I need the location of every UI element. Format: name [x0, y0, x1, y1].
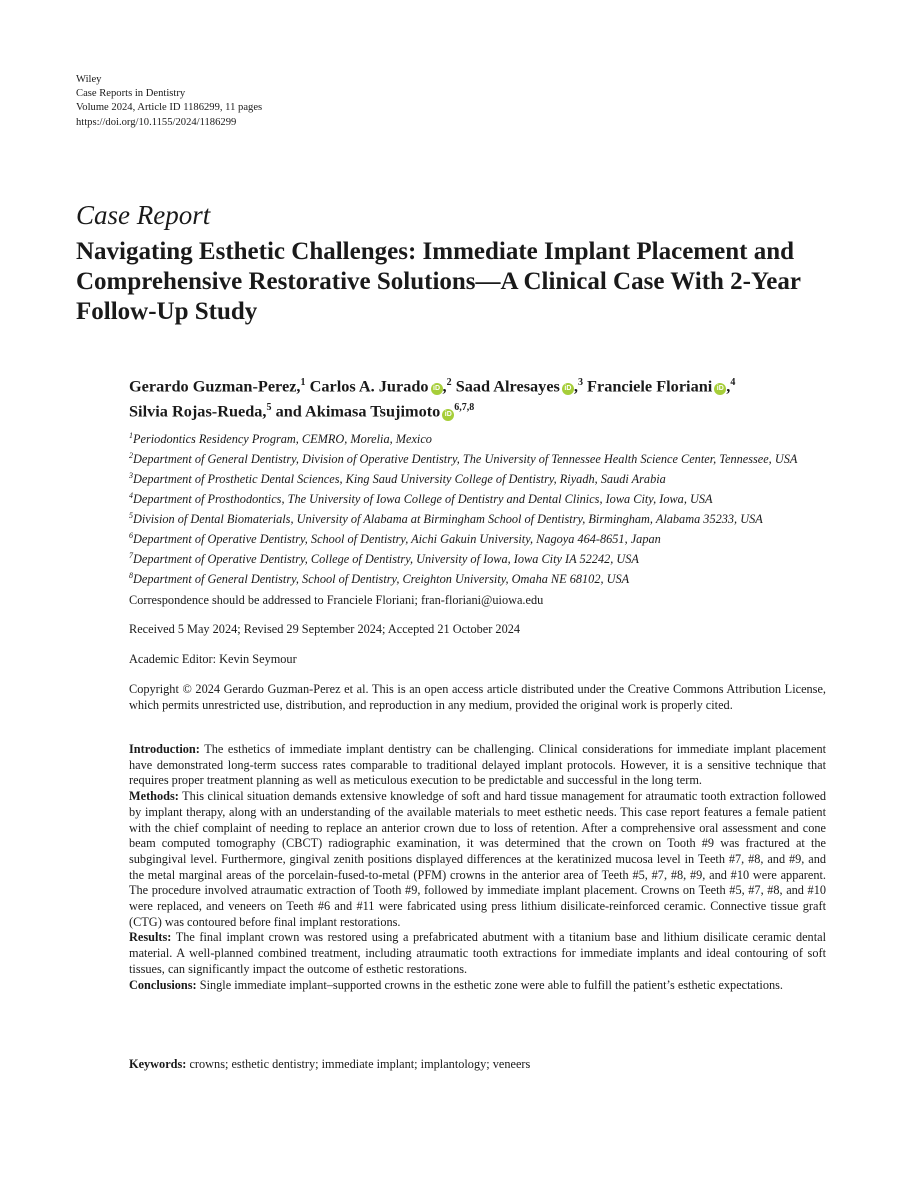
affiliation-number: 6	[129, 531, 133, 540]
volume-info: Volume 2024, Article ID 1186299, 11 pages	[76, 102, 263, 114]
affiliation-text: Department of Operative Dentistry, College of Dentistry, University of Iowa, Iowa City IA 52242, USA	[133, 552, 639, 567]
author-affiliation-ref: 4	[730, 377, 736, 388]
affiliation-item	[129, 488, 829, 508]
abstract-results	[129, 930, 826, 977]
author-affiliation-ref: 5	[266, 402, 272, 414]
journal-header	[76, 73, 262, 130]
author-affiliation-ref: 3	[577, 377, 583, 388]
orcid-icon[interactable]: iD	[562, 383, 574, 395]
section-label: Conclusions:	[129, 977, 197, 992]
academic-editor: Academic Editor: Kevin Seymour	[129, 652, 297, 666]
doi-link[interactable]: https://doi.org/10.1155/2024/1186299	[76, 116, 237, 128]
affiliation-item	[129, 508, 829, 528]
keywords	[129, 1057, 530, 1072]
section-text: The final implant crown was restored using a prefabricated abutment with a titanium base and lithium disilicate ceramic dental material. A well-planned combined treatment, including atraumatic tooth extractions for immediate implants and ideal contouring of soft tissues, can significantly impact the outcome of esthetic restorations.	[129, 930, 826, 976]
publisher-name: Wiley	[76, 74, 102, 85]
affiliation-number: 3	[129, 471, 133, 480]
author-name: Franciele Floriani	[587, 376, 713, 396]
author-name: and Akimasa Tsujimoto	[275, 401, 441, 421]
affiliation-text: Department of General Dentistry, Division of Operative Dentistry, The University of Tennessee Health Science Center, Tennessee, USA	[133, 452, 798, 467]
section-text: The esthetics of immediate implant dentistry can be challenging. Clinical considerations for immediate implant placement have demonstrated long-term success rates comparable to traditional delayed implant protocols. However, it is a sensitive technique that requires proper treatment planning as well as meticulous execution to be predictable and successful in the long term.	[129, 742, 827, 788]
orcid-icon[interactable]: iD	[431, 383, 443, 395]
affiliation-item	[129, 428, 829, 448]
affiliation-text: Division of Dental Biomaterials, University of Alabama at Birmingham School of Dentistry, Birmingham, Alabama 35233, USA	[133, 512, 763, 527]
keywords-label: Keywords:	[129, 1057, 187, 1071]
author-name: Carlos A. Jurado	[309, 376, 429, 396]
affiliation-number: 1	[129, 431, 133, 440]
author-affiliation-ref: 1	[300, 377, 306, 388]
section-label: Results:	[129, 930, 172, 945]
affiliation-item	[129, 448, 829, 468]
abstract-methods	[129, 789, 826, 930]
section-label: Methods:	[129, 789, 179, 804]
author-list: Gerardo Guzman-Perez,$^1$ Carlos A. Jurado iD ,$^2$ Saad Alresayes iD ,$^3$ Franciele Floriani iD ,$^4$ Silvia Rojas-Rueda,$^5$ and Akimasa Tsujimoto iD$^{6,7,8}$	[129, 376, 736, 421]
affiliation-number: 8	[129, 571, 133, 580]
affiliation-text: Department of Prosthodontics, The University of Iowa College of Dentistry and Dental Clinics, Iowa City, Iowa, USA	[133, 492, 713, 507]
affiliation-item	[129, 568, 829, 588]
abstract-conclusions	[129, 978, 826, 994]
article-title: Navigating Esthetic Challenges: Immediate Implant Placement and Comprehensive Restorative Solutions—A Clinical Case With 2-Year Follow-Up Study	[76, 238, 801, 325]
copyright-notice: Copyright © 2024 Gerardo Guzman-Perez et al. This is an open access article distributed under the Creative Commons Attribution License, which permits unrestricted use, distribution, and reproduction in any medium, provided the original work is properly cited.	[129, 682, 826, 713]
affiliation-list	[129, 428, 829, 588]
affiliation-text: Periodontics Residency Program, CEMRO, Morelia, Mexico	[133, 432, 432, 447]
author-affiliation-ref: 6,7,8	[454, 402, 475, 414]
author-affiliation-ref: 2	[446, 377, 452, 388]
affiliation-number: 2	[129, 451, 133, 460]
affiliation-text: Department of General Dentistry, School of Dentistry, Creighton University, Omaha NE 68102, USA	[133, 572, 630, 587]
affiliation-number: 4	[129, 491, 133, 500]
correspondence: Correspondence should be addressed to Franciele Floriani; fran-floriani@uiowa.edu	[129, 593, 544, 607]
orcid-icon[interactable]: iD	[714, 383, 726, 395]
journal-name: Case Reports in Dentistry	[76, 88, 186, 100]
author-name: Saad Alresayes	[455, 376, 560, 396]
abstract-introduction	[129, 742, 826, 789]
affiliation-number: 7	[129, 551, 133, 560]
affiliation-number: 5	[129, 511, 133, 520]
affiliation-item	[129, 528, 829, 548]
affiliation-item	[129, 548, 829, 568]
section-text: Single immediate implant–supported crowns in the esthetic zone were able to fulfill the patient’s esthetic expectations.	[199, 977, 783, 992]
author-name: Gerardo Guzman-Perez,	[129, 376, 301, 396]
author-name: Silvia Rojas-Rueda,	[129, 401, 267, 421]
abstract	[129, 742, 826, 993]
keywords-text: crowns; esthetic dentistry; immediate implant; implantology; veneers	[189, 1057, 531, 1071]
affiliation-text: Department of Operative Dentistry, School of Dentistry, Aichi Gakuin University, Nagoya 464-8651, Japan	[133, 532, 661, 547]
section-label: Introduction:	[129, 742, 200, 756]
affiliation-item	[129, 468, 829, 488]
affiliation-text: Department of Prosthetic Dental Sciences, King Saud University College of Dentistry, Riyadh, Saudi Arabia	[133, 472, 666, 487]
orcid-icon[interactable]: iD	[442, 409, 454, 421]
article-dates: Received 5 May 2024; Revised 29 September 2024; Accepted 21 October 2024	[129, 622, 521, 636]
article-type: Case Report	[76, 200, 211, 230]
section-text: This clinical situation demands extensive knowledge of soft and hard tissue management for atraumatic tooth extraction followed by implant therapy, along with an understanding of the available materials to meet esthetic needs. This case report features a female patient with the chief complaint of needing to replace an anterior crown due to loss of retention. After a comprehensive oral assessment and cone beam computed tomography (CBCT) radiographic examination, it was determined that the crown on Tooth #9 was fractured at the subgingival level. Furthermore, gingival zenith positions displayed differences at the keratinized mucosa level in Teeth #7, #8, and #9, and the metal marginal areas of the porcelain-fused-to-metal (PFM) crowns in the anterior area of Teeth #5, #7, #8, #9, and #10 were apparent. The procedure involved atraumatic extraction of Tooth #9, followed by immediate implant placement. Crowns on Teeth #5, #7, #8, and #10 were replaced, and veneers on Teeth #6 and #11 were fabricated using press lithium disilicate-reinforced ceramic. Connective tissue graft (CTG) was contoured before final implant restorations.	[129, 789, 826, 929]
